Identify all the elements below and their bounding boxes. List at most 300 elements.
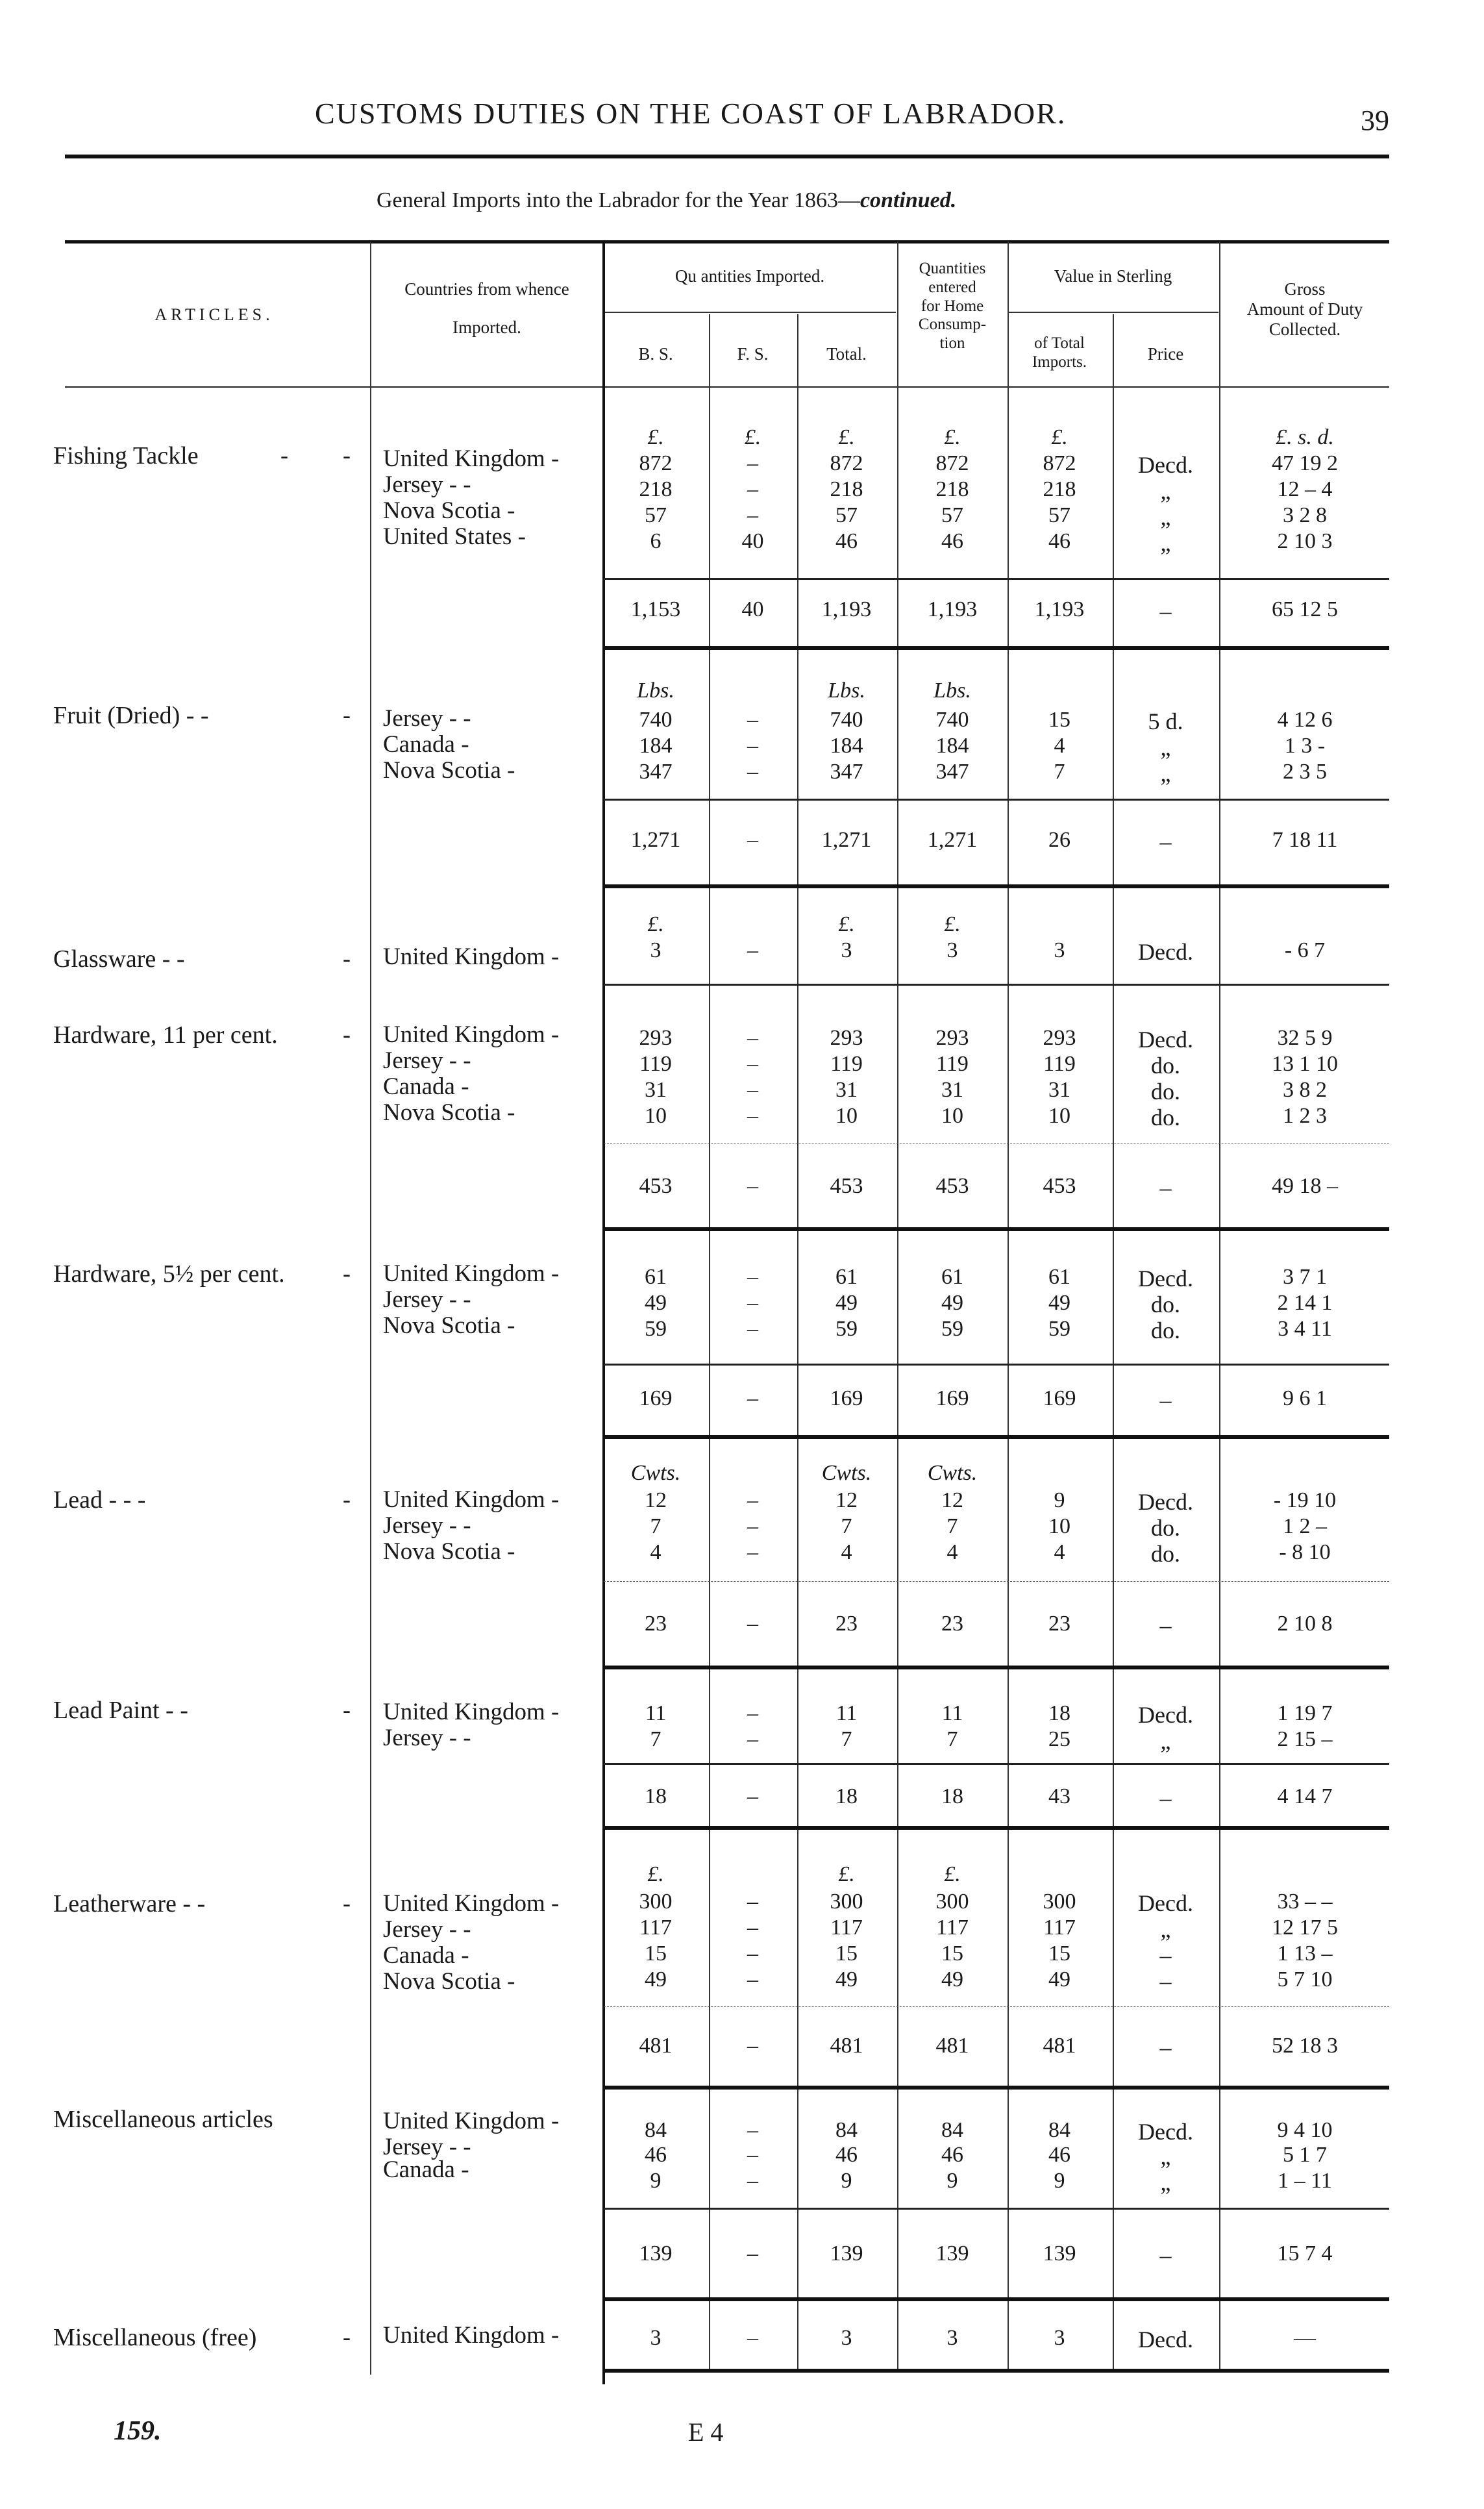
cell-bs: 57: [645, 503, 667, 527]
article-leader: -: [343, 1890, 351, 1916]
article-name: Glassware - -: [53, 945, 185, 973]
cell-price: Decd.: [1138, 1702, 1193, 1728]
cell-fs: –: [747, 708, 758, 732]
cell-home: 347: [935, 760, 969, 784]
row-country: Nova Scotia -: [383, 1968, 515, 1995]
cell-home: 7: [946, 1514, 958, 1538]
cell-price: Decd.: [1138, 939, 1193, 965]
cell-home: 11: [941, 1701, 963, 1725]
article-name: Leatherware - -: [53, 1890, 206, 1917]
cell-home: 46: [941, 2143, 963, 2167]
cell-price: do.: [1151, 1105, 1180, 1130]
cell-bs: 218: [639, 477, 673, 501]
sum-duty: 2 10 8: [1277, 1612, 1333, 1636]
cell-total: 872: [830, 451, 863, 475]
sum-price: –: [1159, 2034, 1172, 2060]
sum-fs: –: [747, 2034, 758, 2058]
cell-home: 31: [941, 1078, 963, 1102]
row-country: Nova Scotia -: [383, 1099, 515, 1126]
cell-value: 46: [1048, 529, 1070, 553]
cell-bs: 12: [645, 1488, 667, 1512]
cell-bs: 740: [639, 708, 673, 732]
group-rule: [604, 1826, 1389, 1830]
sum-home: 139: [935, 2241, 969, 2266]
row-country: United Kingdom -: [383, 445, 560, 472]
cell-duty: 1 13 –: [1277, 1941, 1333, 1966]
cell-bs: 184: [639, 734, 673, 758]
cell-duty: 33 – –: [1277, 1890, 1333, 1914]
cell-price: „: [1160, 734, 1171, 760]
cell-bs: 46: [645, 2143, 667, 2167]
sum-home: 1,193: [927, 597, 978, 621]
subtotal-rule: [604, 1364, 1389, 1366]
cell-home: 12: [941, 1488, 963, 1512]
sum-price: –: [1159, 598, 1172, 624]
row-country: United Kingdom -: [383, 1260, 560, 1287]
unit-total: Cwts.: [821, 1461, 872, 1485]
cell-value: 84: [1048, 2118, 1070, 2142]
sum-fs: –: [747, 1612, 758, 1636]
cell-total: 61: [835, 1265, 858, 1289]
page-title: CUSTOMS DUTIES ON THE COAST OF LABRADOR.: [315, 97, 1067, 130]
cell-value: 293: [1043, 1026, 1076, 1050]
cell-fs: –: [747, 1916, 758, 1940]
row-country: United States -: [383, 523, 526, 550]
cell-value: 218: [1043, 477, 1076, 501]
cell-duty: 47 19 2: [1272, 451, 1338, 475]
sum-total: 1,193: [821, 597, 872, 621]
cell-fs: –: [747, 1265, 758, 1289]
cell-price: Decd.: [1138, 1890, 1193, 1916]
cell-fs: –: [747, 503, 758, 527]
cell-home: 59: [941, 1317, 963, 1341]
cell-total: 7: [841, 1514, 852, 1538]
header-bottom-rule: [65, 386, 1389, 388]
unit-bs: Cwts.: [630, 1461, 681, 1485]
sum-bs: 169: [639, 1386, 673, 1410]
cell-fs: –: [747, 1026, 758, 1050]
cell-total: 740: [830, 708, 863, 732]
cell-duty: 9 4 10: [1277, 2118, 1333, 2142]
page-header: [65, 90, 1389, 142]
sum-bs: 453: [639, 1174, 673, 1198]
sum-fs: 40: [741, 597, 764, 621]
cell-fs: –: [747, 1104, 758, 1128]
article-name: Miscellaneous (free): [53, 2324, 257, 2351]
cell-value: 59: [1048, 1317, 1070, 1341]
sum-fs: –: [747, 1386, 758, 1410]
cell-bs: 872: [639, 451, 673, 475]
col-gross-line1: Gross: [1284, 279, 1326, 299]
cell-price: „: [1160, 478, 1171, 504]
cell-total: 10: [835, 1104, 858, 1128]
sum-total: 169: [830, 1386, 863, 1410]
sum-price: –: [1159, 1175, 1172, 1201]
cell-duty: 1 – 11: [1278, 2169, 1332, 2193]
unit-total: £.: [838, 1862, 855, 1886]
cell-total: 49: [835, 1967, 858, 1991]
cell-fs: –: [747, 2326, 758, 2350]
cell-duty: 32 5 9: [1277, 1026, 1333, 1050]
cell-fs: –: [747, 451, 758, 475]
sum-value: 26: [1048, 828, 1070, 852]
cell-bs: 293: [639, 1026, 673, 1050]
cell-home: 117: [936, 1916, 969, 1940]
cell-home: 3: [946, 938, 958, 962]
cell-fs: –: [747, 1291, 758, 1315]
cell-total: 57: [835, 503, 858, 527]
col-articles: ARTICLES.: [155, 305, 274, 324]
row-country: Jersey - -: [383, 705, 471, 732]
cell-value: 9: [1054, 2169, 1065, 2193]
sum-bs: 1,271: [630, 828, 681, 852]
unit-home: £.: [944, 912, 961, 936]
article-name: Miscellaneous articles: [53, 2106, 273, 2133]
cell-duty: 13 1 10: [1272, 1052, 1338, 1076]
cell-price: „: [1160, 2143, 1171, 2169]
cell-home: 4: [946, 1540, 958, 1564]
cell-home: 293: [935, 1026, 969, 1050]
cell-bs: 84: [645, 2118, 667, 2142]
row-country: Jersey - -: [383, 1512, 471, 1539]
row-country: Nova Scotia -: [383, 497, 515, 524]
unit-bs: £.: [647, 912, 664, 936]
cell-bs: 3: [650, 2326, 662, 2350]
cell-home: 740: [935, 708, 969, 732]
cell-price: do.: [1151, 1515, 1180, 1541]
row-country: United Kingdom -: [383, 1021, 560, 1048]
quantities-group-rule: [604, 312, 896, 313]
cell-total: 31: [835, 1078, 858, 1102]
cell-value: 10: [1048, 1104, 1070, 1128]
sum-home: 481: [935, 2034, 969, 2058]
col-home-line1: Quantities: [919, 260, 986, 277]
row-country: Canada -: [383, 2156, 469, 2183]
cell-fs: –: [747, 734, 758, 758]
unit-home: Lbs.: [934, 679, 971, 703]
cell-home: 7: [946, 1727, 958, 1751]
cell-duty: 1 3 -: [1284, 734, 1326, 758]
table-top-rule: [65, 240, 1389, 243]
subtitle-main: General Imports into the Labrador for the Year 1863—: [377, 188, 860, 212]
sum-home: 23: [941, 1612, 963, 1636]
cell-total: 3: [841, 938, 852, 962]
article-name: Fishing Tackle: [53, 442, 199, 469]
sum-total: 1,271: [821, 828, 872, 852]
sum-value: 43: [1048, 1784, 1070, 1808]
row-country: Canada -: [383, 1942, 469, 1969]
cell-total: 117: [830, 1916, 863, 1940]
cell-value: 9: [1054, 1488, 1065, 1512]
cell-home: 10: [941, 1104, 963, 1128]
cell-total: 9: [841, 2169, 852, 2193]
cell-home: 218: [935, 477, 969, 501]
cell-price: –: [1159, 1968, 1172, 1994]
row-country: United Kingdom -: [383, 1699, 560, 1725]
cell-home: 49: [941, 1967, 963, 1991]
sum-price: –: [1159, 829, 1172, 855]
cell-fs: –: [747, 2118, 758, 2142]
col-divider-countries: [370, 242, 371, 2375]
unit-duty: £. s. d.: [1276, 425, 1334, 449]
sum-bs: 18: [645, 1784, 667, 1808]
cell-fs: –: [747, 1317, 758, 1341]
row-country: United Kingdom -: [383, 2108, 560, 2134]
cell-home: 184: [935, 734, 969, 758]
cell-price: Decd.: [1138, 1489, 1193, 1515]
sum-value: 1,193: [1034, 597, 1085, 621]
col-countries-line1: Countries from whence: [404, 279, 569, 299]
cell-price: „: [1160, 530, 1171, 556]
cell-fs: –: [747, 1701, 758, 1725]
article-leader: -: [343, 1260, 351, 1286]
sum-duty: 52 18 3: [1272, 2034, 1338, 2058]
sum-duty: 7 18 11: [1272, 828, 1338, 852]
cell-bs: 7: [650, 1514, 662, 1538]
row-country: Nova Scotia -: [383, 757, 515, 784]
cell-bs: 59: [645, 1317, 667, 1341]
cell-bs: 49: [645, 1291, 667, 1315]
col-total: Total.: [826, 344, 867, 364]
sum-bs: 139: [639, 2241, 673, 2266]
unit-home: Cwts.: [927, 1461, 978, 1485]
row-country: Canada -: [383, 731, 469, 758]
row-country: United Kingdom -: [383, 1486, 560, 1513]
article-leader: -: [343, 1486, 351, 1512]
page-number: 39: [1361, 105, 1389, 136]
cell-fs: –: [747, 2169, 758, 2193]
cell-duty: 1 2 –: [1283, 1514, 1327, 1538]
cell-total: 300: [830, 1890, 863, 1914]
cell-bs: 61: [645, 1265, 667, 1289]
cell-total: 184: [830, 734, 863, 758]
sum-value: 481: [1043, 2034, 1076, 2058]
group-rule: [604, 1227, 1389, 1231]
cell-duty: 12 – 4: [1277, 477, 1333, 501]
cell-fs: –: [747, 760, 758, 784]
cell-value: 15: [1048, 708, 1070, 732]
subtotal-rule: [604, 1763, 1389, 1765]
sum-total: 23: [835, 1612, 858, 1636]
cell-total: 46: [835, 2143, 858, 2167]
cell-price: „: [1160, 760, 1171, 786]
row-country: Nova Scotia -: [383, 1312, 515, 1339]
cell-value: 3: [1054, 2326, 1065, 2350]
cell-fs: –: [747, 1488, 758, 1512]
cell-price: Decd.: [1138, 452, 1193, 478]
cell-bs: 4: [650, 1540, 662, 1564]
sum-price: –: [1159, 2242, 1172, 2268]
sum-home: 1,271: [927, 828, 978, 852]
col-countries-line2: Imported.: [452, 318, 521, 338]
sum-bs: 481: [639, 2034, 673, 2058]
col-home-consumption: [897, 260, 1008, 353]
cell-value: 57: [1048, 503, 1070, 527]
cell-bs: 3: [650, 938, 662, 962]
cell-total: 293: [830, 1026, 863, 1050]
cell-duty: 2 3 5: [1283, 760, 1327, 784]
cell-value: 4: [1054, 1540, 1065, 1564]
cell-price: do.: [1151, 1541, 1180, 1567]
sum-total: 18: [835, 1784, 858, 1808]
sum-fs: –: [747, 1174, 758, 1198]
sum-value: 169: [1043, 1386, 1076, 1410]
col-gross: [1220, 279, 1389, 340]
cell-duty: 3 7 1: [1283, 1265, 1327, 1289]
cell-value: 15: [1048, 1941, 1070, 1966]
cell-fs: –: [747, 1941, 758, 1966]
cell-total: 46: [835, 529, 858, 553]
group-rule: [604, 2297, 1389, 2301]
cell-home: 119: [936, 1052, 969, 1076]
cell-total: 347: [830, 760, 863, 784]
cell-total: 119: [830, 1052, 863, 1076]
cell-duty: —: [1294, 2326, 1316, 2350]
cell-value: 49: [1048, 1291, 1070, 1315]
cell-value: 119: [1043, 1052, 1076, 1076]
cell-price: Decd.: [1138, 1027, 1193, 1053]
cell-home: 9: [946, 2169, 958, 2193]
cell-total: 7: [841, 1727, 852, 1751]
article-leader: -: [343, 442, 351, 468]
row-country: United Kingdom -: [383, 2322, 560, 2349]
cell-bs: 6: [650, 529, 662, 553]
group-rule: [604, 1666, 1389, 1669]
article-name: Fruit (Dried) - -: [53, 702, 209, 729]
cell-home: 49: [941, 1291, 963, 1315]
cell-price: –: [1159, 1942, 1172, 1968]
cell-value: 18: [1048, 1701, 1070, 1725]
cell-duty: 5 1 7: [1283, 2143, 1327, 2167]
sum-price: –: [1159, 1785, 1172, 1811]
cell-total: 12: [835, 1488, 858, 1512]
sum-home: 453: [935, 1174, 969, 1198]
value-group-rule: [1008, 312, 1218, 313]
sum-price: –: [1159, 1387, 1172, 1413]
cell-duty: - 6 7: [1284, 938, 1326, 962]
cell-total: 218: [830, 477, 863, 501]
cell-duty: 2 14 1: [1277, 1291, 1333, 1315]
row-country: Canada -: [383, 1073, 469, 1100]
cell-total: 11: [835, 1701, 858, 1725]
unit-bs: £.: [647, 1862, 664, 1886]
subtotal-rule: [604, 2006, 1389, 2007]
cell-price: „: [1160, 2169, 1171, 2195]
cell-home: 46: [941, 529, 963, 553]
cell-bs: 117: [639, 1916, 672, 1940]
cell-fs: –: [747, 938, 758, 962]
cell-fs: –: [747, 1727, 758, 1751]
cell-value: 49: [1048, 1967, 1070, 1991]
cell-price: do.: [1151, 1053, 1180, 1079]
sum-fs: –: [747, 2241, 758, 2266]
col-home-line2: entered: [928, 278, 976, 296]
subtotal-rule: [604, 578, 1389, 580]
cell-fs: –: [747, 1052, 758, 1076]
cell-duty: 3 4 11: [1278, 1317, 1332, 1341]
row-country: Jersey - -: [383, 471, 471, 498]
cell-fs: –: [747, 477, 758, 501]
article-name: Hardware, 11 per cent.: [53, 1021, 278, 1049]
table-bottom-rule: [604, 2369, 1389, 2373]
sum-home: 169: [935, 1386, 969, 1410]
col-value-group: Value in Sterling: [1054, 266, 1172, 286]
group-rule: [604, 884, 1389, 888]
sum-fs: –: [747, 1784, 758, 1808]
cell-price: „: [1160, 1916, 1171, 1942]
cell-fs: 40: [741, 529, 764, 553]
cell-price: „: [1160, 1728, 1171, 1754]
cell-home: 15: [941, 1941, 963, 1966]
col-quantities-group: Qu antities Imported.: [674, 266, 825, 286]
col-countries: [370, 279, 604, 338]
subtotal-rule: [604, 1581, 1389, 1582]
row-country: Jersey - -: [383, 1916, 471, 1943]
col-fs: F. S.: [737, 344, 769, 364]
subtotal-rule: [604, 2208, 1389, 2210]
article-leader: -: [343, 1021, 351, 1047]
col-home-line4: Consump-: [918, 316, 987, 334]
cell-duty: 2 10 3: [1277, 529, 1333, 553]
col-home-line3: for Home: [921, 297, 984, 315]
sum-home: 18: [941, 1784, 963, 1808]
table-subtitle: [377, 188, 956, 213]
cell-total: 59: [835, 1317, 858, 1341]
cell-home: 61: [941, 1265, 963, 1289]
cell-bs: 31: [645, 1078, 667, 1102]
row-country: Jersey - -: [383, 1286, 471, 1313]
row-country: United Kingdom -: [383, 1890, 560, 1917]
cell-value: 31: [1048, 1078, 1070, 1102]
cell-home: 84: [941, 2118, 963, 2142]
cell-value: 300: [1043, 1890, 1076, 1914]
unit-home: £.: [944, 425, 961, 449]
unit-fs: £.: [744, 425, 761, 449]
cell-home: 300: [935, 1890, 969, 1914]
article-leader: -: [280, 442, 288, 468]
cell-value: 46: [1048, 2143, 1070, 2167]
cell-home: 57: [941, 503, 963, 527]
cell-bs: 7: [650, 1727, 662, 1751]
cell-bs: 9: [650, 2169, 662, 2193]
group-rule: [604, 1435, 1389, 1439]
cell-fs: –: [747, 1078, 758, 1102]
cell-value: 4: [1054, 734, 1065, 758]
cell-value: 7: [1054, 760, 1065, 784]
col-of-total: [1008, 334, 1111, 372]
sum-duty: 49 18 –: [1272, 1174, 1338, 1198]
cell-price: Decd.: [1138, 2119, 1193, 2145]
sum-duty: 65 12 5: [1272, 597, 1338, 621]
sum-value: 23: [1048, 1612, 1070, 1636]
col-home-line5: tion: [939, 334, 965, 352]
cell-bs: 300: [639, 1890, 673, 1914]
cell-price: „: [1160, 504, 1171, 530]
cell-price: do.: [1151, 1317, 1180, 1343]
cell-duty: - 19 10: [1273, 1488, 1337, 1512]
cell-fs: –: [747, 1890, 758, 1914]
unit-value: £.: [1051, 425, 1068, 449]
row-country: Jersey - -: [383, 1047, 471, 1074]
cell-total: 49: [835, 1291, 858, 1315]
col-divider-fs: [709, 314, 710, 2369]
sum-duty: 4 14 7: [1277, 1784, 1333, 1808]
col-gross-line3: Collected.: [1268, 319, 1341, 340]
group-rule: [604, 984, 1389, 986]
cell-bs: 49: [645, 1967, 667, 1991]
subtotal-rule: [604, 799, 1389, 801]
cell-total: 84: [835, 2118, 858, 2142]
